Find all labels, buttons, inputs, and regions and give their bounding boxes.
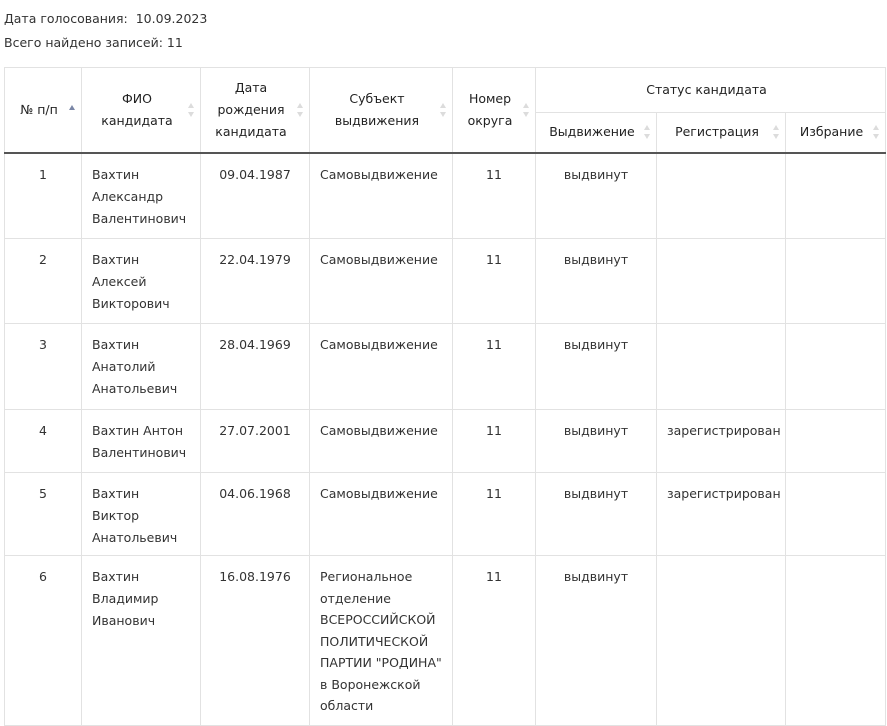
col-header-okrug-label: Номер округа: [467, 90, 513, 128]
col-header-subject[interactable]: [310, 68, 453, 153]
table-row: [5, 324, 886, 410]
cell-nomination: выдвинут: [536, 239, 657, 324]
cell-subject: Самовыдвижение: [310, 153, 453, 239]
candidate-link[interactable]: Вахтин Алексей Викторович: [82, 239, 201, 324]
sort-icon: [440, 103, 447, 117]
vote-date-value: 10.09.2023: [135, 11, 208, 26]
sort-icon: [873, 125, 880, 139]
cell-dob: 28.04.1969: [201, 324, 310, 410]
cell-subject: Региональное отделение ВСЕРОССИЙСКОЙ ПОЛИТИЧЕСКОЙ ПАРТИИ "РОДИНА" в Воронежской области: [310, 556, 453, 726]
records-count-line: [4, 35, 183, 50]
cell-num: 1: [5, 153, 82, 239]
col-header-election-label: Избрание: [799, 124, 864, 140]
sort-icon: [644, 125, 651, 139]
col-header-status-group: [536, 68, 886, 113]
cell-dob: 04.06.1968: [201, 473, 310, 556]
cell-registration: зарегистрирован: [657, 473, 786, 556]
cell-okrug: 11: [453, 410, 536, 473]
candidates-table: [4, 67, 886, 726]
cell-num: 3: [5, 324, 82, 410]
cell-election: [786, 239, 886, 324]
cell-registration: зарегистрирован: [657, 410, 786, 473]
vote-date-line: [4, 11, 207, 26]
cell-okrug: 11: [453, 239, 536, 324]
table-row: [5, 239, 886, 324]
sort-icon: [773, 125, 780, 139]
cell-num: 2: [5, 239, 82, 324]
sort-icon: [297, 103, 304, 117]
cell-okrug: 11: [453, 153, 536, 239]
cell-registration: [657, 556, 786, 726]
candidate-link[interactable]: Вахтин Анатолий Анатольевич: [82, 324, 201, 410]
cell-subject: Самовыдвижение: [310, 410, 453, 473]
vote-date-label: Дата голосования:: [4, 11, 128, 26]
cell-num: 4: [5, 410, 82, 473]
cell-num: 6: [5, 556, 82, 726]
cell-subject: Самовыдвижение: [310, 473, 453, 556]
candidate-link[interactable]: Вахтин Виктор Анатольевич: [82, 473, 201, 556]
col-header-fio[interactable]: [82, 68, 201, 153]
table-row: [5, 410, 886, 473]
sort-asc-icon: [69, 105, 76, 111]
cell-election: [786, 410, 886, 473]
cell-okrug: 11: [453, 473, 536, 556]
col-header-nomination[interactable]: [536, 113, 657, 153]
col-header-num-label: № п/п: [20, 101, 58, 117]
cell-registration: [657, 324, 786, 410]
cell-subject: Самовыдвижение: [310, 239, 453, 324]
cell-nomination: выдвинут: [536, 324, 657, 410]
cell-dob: 22.04.1979: [201, 239, 310, 324]
sort-icon: [188, 103, 195, 117]
table-row: [5, 153, 886, 239]
candidate-link[interactable]: Вахтин Александр Валентинович: [82, 153, 201, 239]
cell-nomination: выдвинут: [536, 556, 657, 726]
cell-okrug: 11: [453, 556, 536, 726]
cell-dob: 27.07.2001: [201, 410, 310, 473]
cell-dob: 09.04.1987: [201, 153, 310, 239]
col-header-fio-label: ФИО кандидата: [101, 90, 173, 128]
col-header-dob-label: Дата рождения кандидата: [215, 79, 287, 139]
cell-nomination: выдвинут: [536, 410, 657, 473]
cell-nomination: выдвинут: [536, 473, 657, 556]
candidate-link[interactable]: Вахтин Владимир Иванович: [82, 556, 201, 726]
records-count-label: Всего найдено записей:: [4, 35, 163, 50]
col-header-okrug[interactable]: [453, 68, 536, 153]
col-header-election[interactable]: [786, 113, 886, 153]
sort-icon: [523, 103, 530, 117]
col-header-registration-label: Регистрация: [675, 124, 759, 140]
col-header-num[interactable]: [5, 68, 82, 153]
cell-election: [786, 556, 886, 726]
col-header-nomination-label: Выдвижение: [549, 124, 635, 140]
cell-election: [786, 324, 886, 410]
records-count-value: 11: [166, 35, 183, 50]
cell-registration: [657, 153, 786, 239]
cell-nomination: выдвинут: [536, 153, 657, 239]
col-header-dob[interactable]: [201, 68, 310, 153]
candidate-link[interactable]: Вахтин Антон Валентинович: [82, 410, 201, 473]
table-row: [5, 473, 886, 556]
table-row: [5, 556, 886, 726]
cell-subject: Самовыдвижение: [310, 324, 453, 410]
col-header-subject-label: Субъект выдвижения: [334, 90, 420, 128]
col-header-registration[interactable]: [657, 113, 786, 153]
cell-election: [786, 153, 886, 239]
cell-okrug: 11: [453, 324, 536, 410]
cell-election: [786, 473, 886, 556]
cell-registration: [657, 239, 786, 324]
cell-dob: 16.08.1976: [201, 556, 310, 726]
cell-num: 5: [5, 473, 82, 556]
col-header-status-group-label: Статус кандидата: [646, 82, 767, 97]
